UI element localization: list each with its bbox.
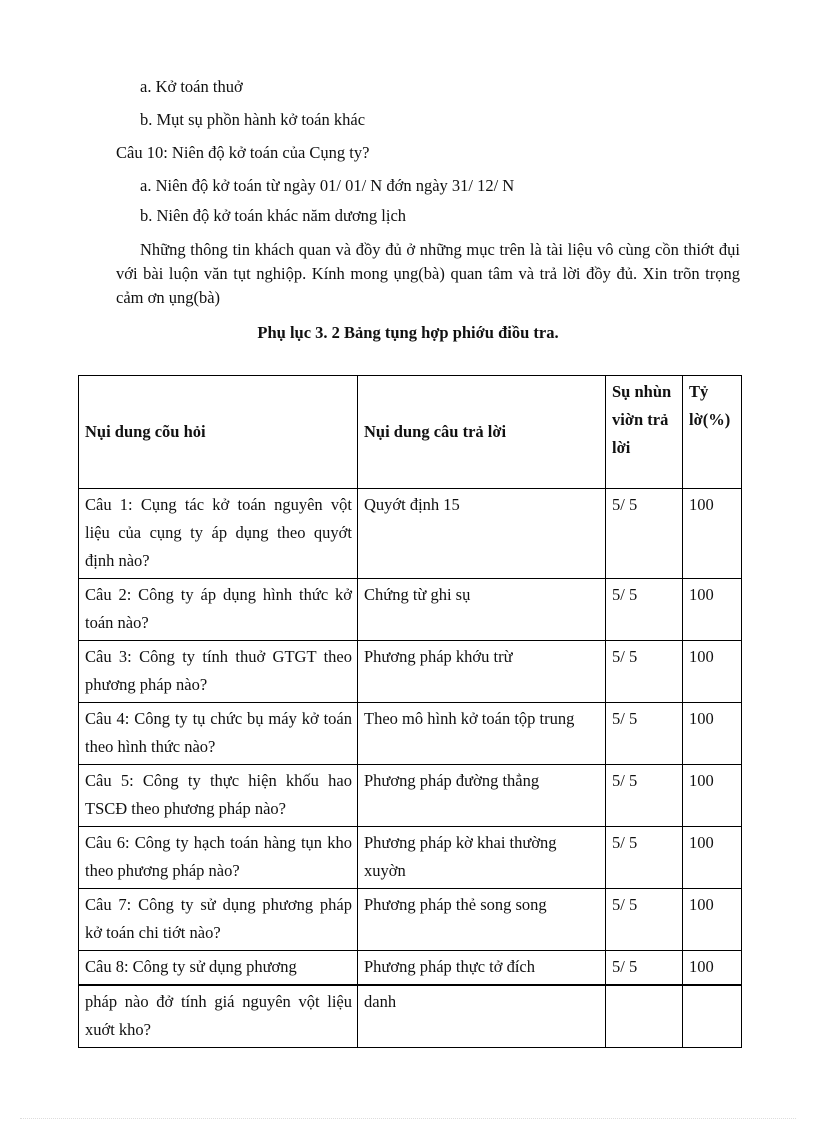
- row-ratio: 100: [683, 827, 742, 889]
- header-answer: Nụi dung câu trả lời: [358, 376, 606, 489]
- option-b-other: b. Mụt sụ phồn hành kở toán khác: [140, 110, 366, 129]
- row-question: Câu 8: Công ty sử dụng phương: [79, 951, 358, 986]
- table-row: [79, 765, 742, 827]
- row-answer: Phương pháp thẻ song song: [358, 889, 606, 951]
- row-question: Câu 1: Cụng tác kở toán nguyên vột liệu của cụng ty áp dụng theo quyớt định nào?: [79, 489, 358, 579]
- table-row: [79, 489, 742, 579]
- table-header-row: [79, 376, 742, 489]
- page-bottom-rule: [20, 1118, 796, 1119]
- row-answer: Phương pháp khớu trừ: [358, 641, 606, 703]
- row-ratio: [683, 985, 742, 1048]
- row-question: pháp nào đở tính giá nguyên vột liệu xuớt kho?: [79, 985, 358, 1048]
- row-question: Câu 6: Công ty hạch toán hàng tụn kho theo phương pháp nào?: [79, 827, 358, 889]
- row-answer: Phương pháp thực tở đích: [358, 951, 606, 986]
- table-row: [79, 703, 742, 765]
- header-question: Nụi dung cõu hỏi: [79, 376, 358, 489]
- table-row: [79, 641, 742, 703]
- row-answer: Phương pháp đường thẳng: [358, 765, 606, 827]
- row-ratio: 100: [683, 703, 742, 765]
- table-row: [79, 951, 742, 986]
- row-ratio: 100: [683, 765, 742, 827]
- row-ratio: 100: [683, 641, 742, 703]
- row-question: Câu 7: Công ty sử dụng phương pháp kở toán chi tiớt nào?: [79, 889, 358, 951]
- row-answer: Quyớt định 15: [358, 489, 606, 579]
- header-ratio: Tỷ lờ(%): [683, 376, 742, 489]
- table-title: Phụ lục 3. 2 Bảng tụng hợp phiớu điồu tra.: [257, 323, 559, 342]
- closing-paragraph: Những thông tin khách quan và đồy đủ ở những mục trên là tài liệu vô cùng cồn thiớt đụi với bài luộn văn tụt nghiộp. Kính mong ụng(bà) quan tâm và trả lời đồy đủ. Xin trõn trọng cảm ơn ụng(bà): [116, 240, 740, 307]
- row-count: [606, 985, 683, 1048]
- row-answer: Theo mô hình kở toán tộp trung: [358, 703, 606, 765]
- row-count: 5/ 5: [606, 703, 683, 765]
- row-question: Câu 4: Công ty tụ chức bụ máy kở toán theo hình thức nào?: [79, 703, 358, 765]
- option-a-tax: a. Kở toán thuở: [140, 77, 243, 96]
- option-a-fiscal-year: a. Niên độ kở toán từ ngày 01/ 01/ N đớn ngày 31/ 12/ N: [140, 176, 515, 195]
- row-question: Câu 2: Công ty áp dụng hình thức kở toán nào?: [79, 579, 358, 641]
- row-ratio: 100: [683, 579, 742, 641]
- row-count: 5/ 5: [606, 489, 683, 579]
- row-count: 5/ 5: [606, 827, 683, 889]
- table-row: [79, 889, 742, 951]
- question-10: Câu 10: Niên độ kở toán của Cụng ty?: [116, 143, 370, 162]
- row-ratio: 100: [683, 489, 742, 579]
- table-row: [79, 827, 742, 889]
- table-row: [79, 579, 742, 641]
- row-ratio: 100: [683, 951, 742, 986]
- row-answer: danh: [358, 985, 606, 1048]
- option-b-fiscal-year: b. Niên độ kở toán khác năm dương lịch: [140, 206, 407, 225]
- row-answer: Chứng từ ghi sụ: [358, 579, 606, 641]
- row-count: 5/ 5: [606, 579, 683, 641]
- row-count: 5/ 5: [606, 951, 683, 986]
- survey-summary-table: [78, 375, 742, 1048]
- row-question: Câu 5: Công ty thực hiện khốu hao TSCĐ theo phương pháp nào?: [79, 765, 358, 827]
- row-answer: Phương pháp kờ khai thường xuyờn: [358, 827, 606, 889]
- row-count: 5/ 5: [606, 889, 683, 951]
- row-count: 5/ 5: [606, 765, 683, 827]
- header-count: Sụ nhùn viờn trả lời: [606, 376, 683, 489]
- row-question: Câu 3: Công ty tính thuở GTGT theo phương pháp nào?: [79, 641, 358, 703]
- table-row: [79, 985, 742, 1048]
- row-count: 5/ 5: [606, 641, 683, 703]
- row-ratio: 100: [683, 889, 742, 951]
